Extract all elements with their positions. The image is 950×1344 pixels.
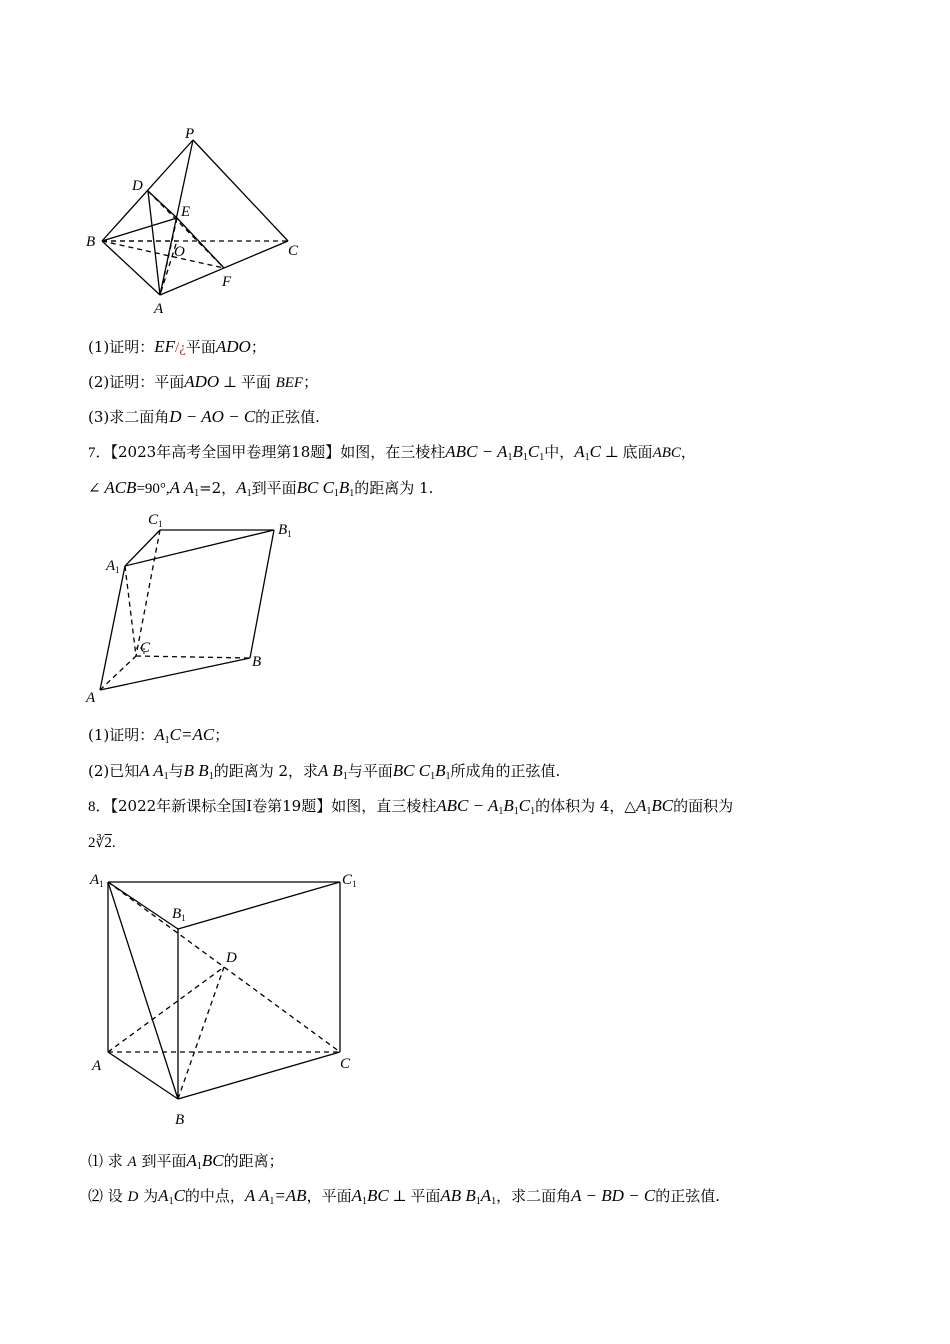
label-B1: $B_1$ [278, 522, 292, 539]
q7-part2: (2)已知A $A_1$与B $B_1$的距离为 2，求A $B_1$与平面BC $C_1B_1$所成角的正弦值. [88, 761, 561, 782]
figure-oblique-prism [80, 508, 320, 708]
label-C: C [140, 640, 151, 656]
label-A1: $A_1$ [90, 872, 104, 889]
label-C: C [340, 1056, 351, 1072]
label-B: B [86, 234, 96, 250]
q6-part2: (2)证明：平面ADO ⊥ 平面 BEF； [88, 372, 319, 391]
label-B1: $B_1$ [172, 906, 186, 923]
q7-stem-line2: ∠ ACB=90°,A $A_1=2$，$A_1$到平面BC $C_1B_1$的距离为 1. [88, 478, 434, 499]
label-A1: $A_1$ [106, 558, 120, 575]
q6-part1: (1)证明：EF/¿平面ADO； [88, 337, 266, 356]
figure-right-prism [80, 862, 380, 1132]
label-O: O [174, 244, 185, 260]
q7-part1: (1)证明：$A_1C=AC$； [88, 725, 230, 746]
label-F: F [222, 274, 232, 290]
label-B: B [175, 1112, 185, 1128]
label-C: C [288, 243, 299, 259]
label-P: P [185, 126, 195, 142]
label-B: B [252, 654, 262, 670]
label-C1: $C_1$ [148, 512, 163, 529]
label-A: A [92, 1058, 102, 1074]
q6-part3: (3)求二面角D − AO − C的正弦值. [88, 407, 320, 426]
label-C1: $C_1$ [342, 872, 357, 889]
label-A: A [86, 690, 96, 706]
q8-part1: ⑴ 求 A 到平面$A_1BC$的距离； [88, 1151, 284, 1172]
label-D: D [132, 178, 143, 194]
label-D: D [226, 950, 237, 966]
label-A: A [154, 301, 164, 317]
q8-stem-line1: 8．【2022年新课标全国Ⅰ卷第19题】如图，直三棱柱ABC − $A_1B_1C_1$的体积为 4，$\triangle A_1BC$的面积为 [88, 796, 734, 817]
label-E: E [181, 204, 191, 220]
figure-pyramid [80, 118, 320, 318]
q7-stem-line1: 7．【2023年高考全国甲卷理第18题】如图，在三棱柱ABC − $A_1B_1C_1$中，$A_1C$ ⊥ 底面ABC， [88, 442, 696, 463]
q8-part2: ⑵ 设 D 为$A_1C$的中点，A $A_1=AB$，平面$A_1BC$ ⊥ 平面AB $B_1A_1$，求二面角A − BD − C的正弦值. [88, 1186, 720, 1207]
q8-stem-line2: 2∛2. [88, 835, 116, 851]
